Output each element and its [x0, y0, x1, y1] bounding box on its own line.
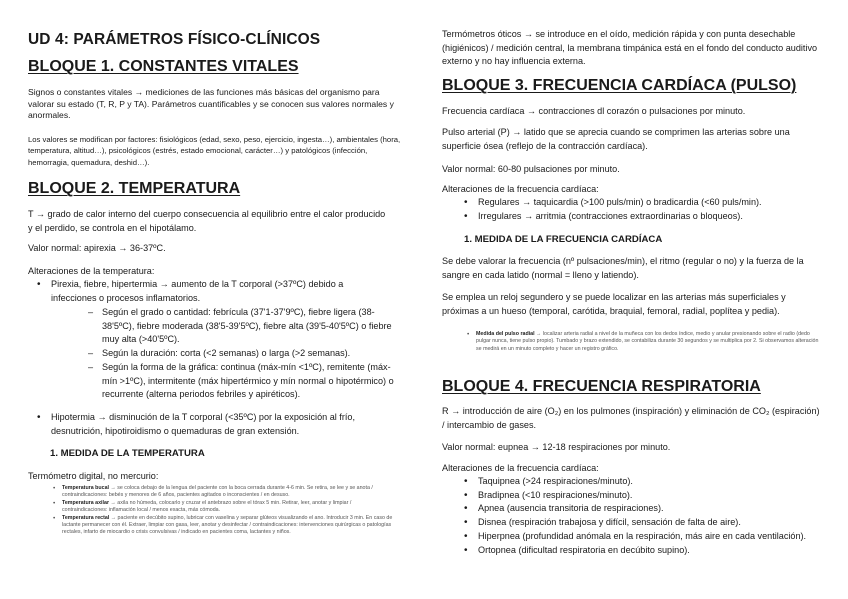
- otic-thermometer-paragraph: Termómetros óticos → se introduce en el oído, medición rápida y con punta desechable (higiénicos) / medición central, la membrana timpánica está en el fondo del conducto auditivo externo y no hay influencia externa.: [442, 29, 818, 67]
- b4-paragraph-1: R → introducción de aire (O₂) en los pulmones (inspiración) y eliminación de CO₂ (espiración) / intercambio de gases.: [442, 406, 820, 430]
- list-item: • Hipotermia → disminución de la T corporal (<35ºC) por la exposición al frío, desnutrición, hipotiroidismo o quemaduras de gran extensión.: [51, 411, 407, 438]
- list-item: • Regulares → taquicardia (>100 puls/min) o bradicardia (<60 puls/min).: [478, 196, 826, 210]
- b1-paragraph-1: Signos o constantes vitales → mediciones de las funciones más básicas del organismo para valorar su estado (T, R, P y TA). Parámetros cuantificables y se conocen sus valores normales y anormales.: [28, 87, 394, 121]
- list-item: • Temperatura rectal → paciente en decúbito supino, lubricar con vaselina y separar glúteos visualizando el ano. Introducir 3 min. En caso de lactante permanecer con él. Extraer, limpiar con gasa, leer, anotar y desinfectar / contraindicaciones: intervenciones quirúrgicas o patologías rectales, infarto de miocardio o crisis convulsivas / indicado en pacientes coma, lactantes y niños.: [62, 515, 398, 537]
- subsection-medida-fc: 1. MEDIDA DE LA FRECUENCIA CARDÍACA: [464, 234, 663, 245]
- b3-alterations-label: Alteraciones de la frecuencia cardíaca:: [442, 184, 599, 194]
- list-item: – Según la forma de la gráfica: continua (máx-mín <1ºC), remitente (máx-mín >1ºC), intermitente (máx hipertérmico y mín normal o hipotérmico) o recurrente (alterna periodos febriles y apiréticos).: [102, 361, 398, 402]
- list-item: – Según el grado o cantidad: febrícula (37'1-37'9ºC), fiebre ligera (38-38'5ºC), fiebre moderada (38'5-39'5ºC), fiebre alta (39'5-40'5ºC) o fiebre muy alta (>40'5ºC).: [102, 306, 398, 347]
- thermometer-label: Termómetro digital, no mercurio:: [28, 471, 159, 481]
- list-item: • Pirexia, fiebre, hipertermia → aumento de la T corporal (>37ºC) debido a infecciones o procesos inflamatorios.: [51, 278, 387, 305]
- list-item: • Temperatura axilar → axila no húmeda, colocarlo y cruzar el antebrazo sobre el tórax 5 min. Retirar, leer, anotar y limpiar / contraindicaciones: inflamación local / menos exacta, más cómoda.: [62, 500, 398, 515]
- list-item: • Temperatura bucal → se coloca debajo de la lengua del paciente con la boca cerrada durante 4-6 min. Se retira, se lee y se anota / contraindicaciones: bebés y menores de 6 años, pacientes agitados o inconscientes / en desuso.: [62, 485, 398, 500]
- temperature-methods-list: [62, 485, 398, 537]
- radial-pulse-list: [476, 331, 822, 353]
- temp-alterations-list: [51, 278, 387, 305]
- respiratory-alterations-list: [478, 475, 818, 557]
- list-item: • Irregulares → arritmia (contracciones extraordinarias o bloqueos).: [478, 210, 826, 224]
- unit-title: UD 4: PARÁMETROS FÍSICO-CLÍNICOS: [28, 31, 321, 48]
- list-item: • Medida del pulso radial → localizar arteria radial a nivel de la muñeca con los dedos índice, medio y anular presionando sobre el radio (dedo pulgar nunca, tiene pulso propio). Tumbado y brazo extendido, se contabiliza durante 30 segundos y se multiplica por 2. Si observamos alteración se medirá en un minuto completo y hacer un registro gráfico.: [476, 331, 822, 353]
- list-item: – Según la duración: corta (<2 semanas) o larga (>2 semanas).: [102, 347, 398, 361]
- fc-paragraph-1: Se debe valorar la frecuencia (nº pulsaciones/min), el ritmo (regular o no) y la fuerza de la sangre en cada latido (normal = lleno y latiendo).: [442, 256, 804, 280]
- b3-paragraph-1: Frecuencia cardíaca → contracciones dl corazón o pulsaciones por minuto.: [442, 106, 746, 116]
- list-item: • Ortopnea (dificultad respiratoria en decúbito supino).: [478, 544, 818, 558]
- fever-classification-list: [102, 306, 398, 402]
- b4-alterations-label: Alteraciones de la frecuencia cardíaca:: [442, 463, 599, 473]
- b2-paragraph-1: T → grado de calor interno del cuerpo consecuencia al equilibrio entre el calor producido y el perdido, se controla en el hipotálamo.: [28, 209, 386, 233]
- heart-rate-alterations-list: [478, 196, 826, 223]
- list-item: • Apnea (ausencia transitoria de respiraciones).: [478, 502, 818, 516]
- b3-normal-value: Valor normal: 60-80 pulsaciones por minuto.: [442, 164, 620, 174]
- hypothermia-list: [51, 411, 407, 438]
- bloque-1-title: BLOQUE 1. CONSTANTES VITALES: [28, 58, 299, 75]
- b1-paragraph-2: Los valores se modifican por factores: fisiológicos (edad, sexo, peso, ejercicio, ingesta…), ambientales (hora, temperatura, altitud…), psicológicos (estrés, estado emocional, carácter…) y patológicos (infección, hemorragia, quemadura, deshid…).: [28, 135, 401, 167]
- bloque-2-title: BLOQUE 2. TEMPERATURA: [28, 180, 241, 197]
- bloque-3-title: BLOQUE 3. FRECUENCIA CARDÍACA (PULSO): [442, 77, 797, 94]
- b2-normal-value: Valor normal: apirexia → 36-37ºC.: [28, 243, 166, 253]
- list-item: • Hiperpnea (profundidad anómala en la respiración, más aire en cada ventilación).: [478, 530, 818, 544]
- b2-alterations-label: Alteraciones de la temperatura:: [28, 266, 155, 276]
- fc-paragraph-2: Se emplea un reloj segundero y se puede localizar en las arterias más superficiales y próximas a un hueso (temporal, carótida, braquial, femoral, radial, poplítea y pedia).: [442, 292, 786, 316]
- list-item: • Bradipnea (<10 respiraciones/minuto).: [478, 489, 818, 503]
- b4-normal-value: Valor normal: eupnea → 12-18 respiraciones por minuto.: [442, 442, 671, 452]
- b3-paragraph-2: Pulso arterial (P) → latido que se aprecia cuando se comprimen las arterias sobre una superficie ósea (reflejo de la contracción cardíaca).: [442, 127, 790, 151]
- list-item: • Disnea (respiración trabajosa y difícil, sensación de falta de aire).: [478, 516, 818, 530]
- list-item: • Taquipnea (>24 respiraciones/minuto).: [478, 475, 818, 489]
- subsection-medida-temperatura: 1. MEDIDA DE LA TEMPERATURA: [50, 448, 205, 459]
- bloque-4-title: BLOQUE 4. FRECUENCIA RESPIRATORIA: [442, 378, 761, 395]
